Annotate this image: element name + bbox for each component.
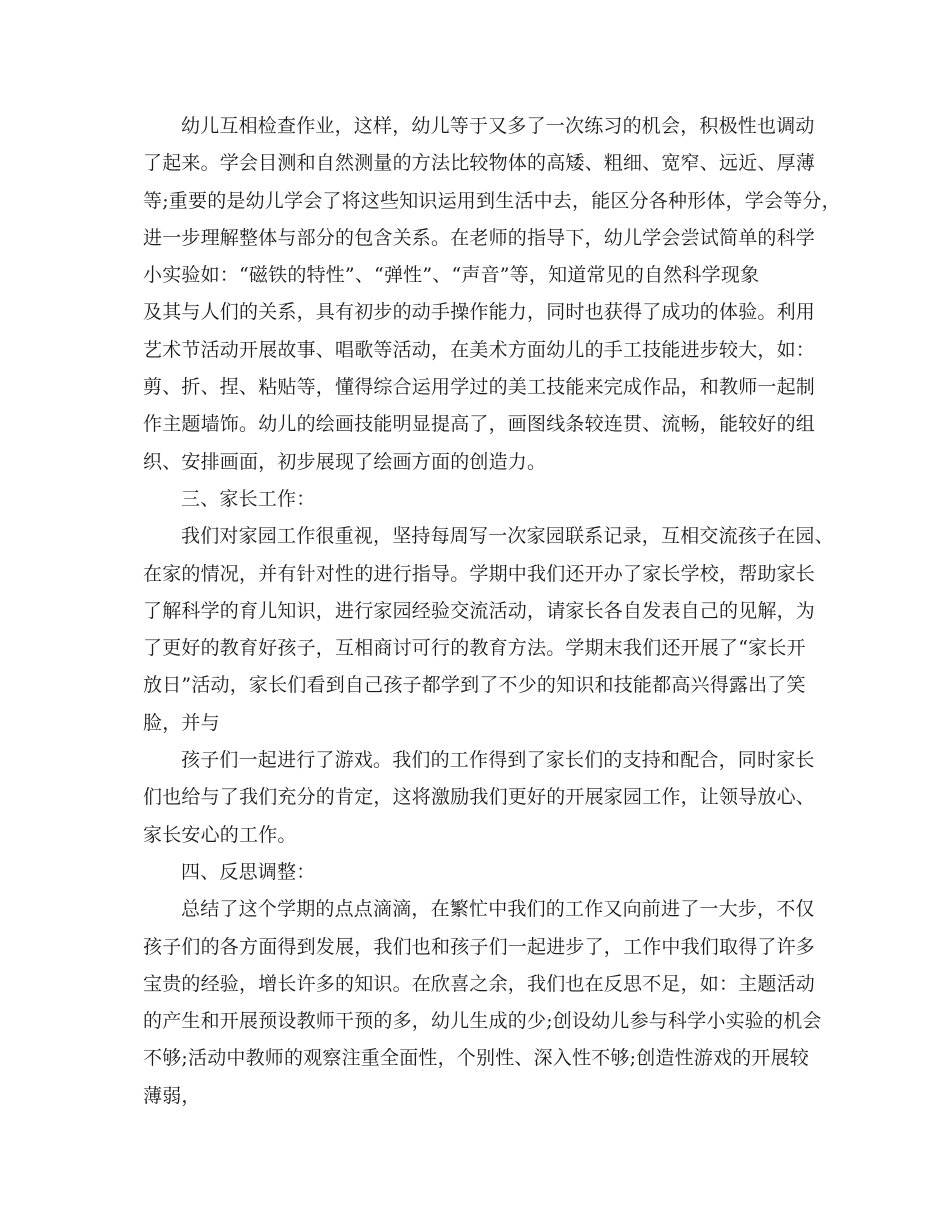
section-heading-parent-work: 三、家长工作：: [181, 487, 316, 510]
text-line: 薄弱，: [143, 1084, 201, 1107]
text-line: 宝贵的经验，增长许多的知识。在欣喜之余，我们也在反思不足，如：主题活动: [143, 972, 816, 995]
text-line: 剪、折、捏、粘贴等，懂得综合运用学过的美工技能来完成作品，和教师一起制: [143, 376, 816, 399]
document-body: [143, 108, 841, 1115]
text-line: 脸，并与: [143, 711, 220, 734]
text-line: 们也给与了我们充分的肯定，这将激励我们更好的开展家园工作，让领导放心、: [143, 786, 816, 809]
text-line: 在家的情况，并有针对性的进行指导。学期中我们还开办了家长学校，帮助家长: [143, 562, 816, 585]
text-line: 放日”活动，家长们看到自己孩子都学到了不少的知识和技能都高兴得露出了笑: [143, 674, 806, 697]
text-line: 我们对家园工作很重视，坚持每周写一次家园联系记录，互相交流孩子在园、: [181, 525, 834, 548]
text-line: 进一步理解整体与部分的包含关系。在老师的指导下，幼儿学会尝试简单的科学: [143, 226, 816, 249]
text-line: 织、安排画面，初步展现了绘画方面的创造力。: [143, 450, 547, 473]
section-heading-reflection: 四、反思调整：: [181, 860, 316, 883]
text-line: 幼儿互相检查作业，这样，幼儿等于又多了一次练习的机会，积极性也调动: [181, 115, 815, 137]
text-line: 艺术节活动开展故事、唱歌等活动，在美术方面幼儿的手工技能进步较大，如：: [143, 338, 816, 361]
text-line: 不够;活动中教师的观察注重全面性，个别性、深入性不够;创造性游戏的开展较: [143, 1047, 810, 1070]
text-line: 的产生和开展预设教师干预的多，幼儿生成的少;创设幼儿参与科学小实验的机会: [143, 1010, 822, 1033]
text-line: 小实验如：“磁铁的特性”、“弹性”、“声音”等，知道常见的自然科学现象: [143, 264, 760, 287]
text-line: 作主题墙饰。幼儿的绘画技能明显提高了，画图线条较连贯、流畅，能较好的组: [143, 413, 816, 436]
text-line: 家长安心的工作。: [143, 823, 297, 846]
text-line: 了解科学的育儿知识，进行家园经验交流活动，请家长各自发表自己的见解，为: [143, 599, 816, 622]
text-line: 了更好的教育好孩子，互相商讨可行的教育方法。学期末我们还开展了“家长开: [143, 637, 806, 660]
text-line: 等;重要的是幼儿学会了将这些知识运用到生活中去，能区分各种形体，学会等分，: [143, 189, 841, 212]
text-line: 总结了这个学期的点点滴滴，在繁忙中我们的工作又向前进了一大步，不仅: [181, 898, 815, 921]
text-line: 孩子们一起进行了游戏。我们的工作得到了家长们的支持和配合，同时家长: [181, 749, 815, 772]
text-line: 及其与人们的关系，具有初步的动手操作能力，同时也获得了成功的体验。利用: [143, 301, 816, 324]
text-line: 孩子们的各方面得到发展，我们也和孩子们一起进步了，工作中我们取得了许多: [143, 935, 816, 958]
text-line: 了起来。学会目测和自然测量的方法比较物体的高矮、粗细、宽窄、远近、厚薄: [143, 152, 816, 175]
